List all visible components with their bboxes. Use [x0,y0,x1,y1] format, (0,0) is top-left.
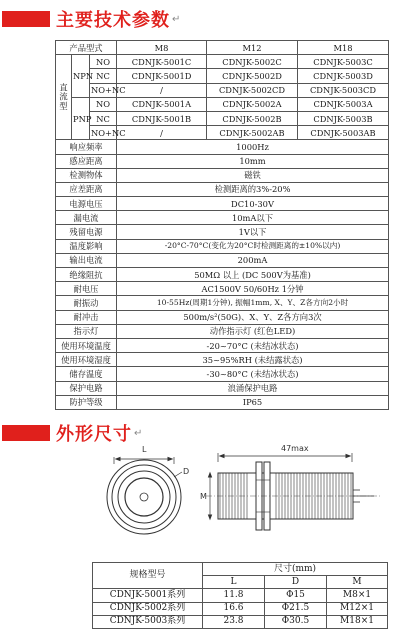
spec-value: 浪涌保护电路 [117,381,389,395]
dim-label-d: D [183,467,190,476]
value-cell: 23.8 [203,615,265,628]
spec-value: 10mm [117,154,389,168]
model-cell: CDNJK-5003系列 [93,615,203,628]
spec-label: 耐冲击 [56,310,117,324]
table-row [56,338,389,352]
value-cell: M18×1 [327,615,388,628]
output-type-cell: NPN [72,55,90,98]
contact-cell: NO [90,55,117,69]
table-row [93,615,388,628]
contact-cell: NO [90,97,117,111]
spec-label: 输出电流 [56,253,117,267]
spec-value: -30~80°C (未结冰状态) [117,367,389,381]
spec-value: 500m/s²(50G)、X、Y、Z各方向3次 [117,310,389,324]
model-cell: CDNJK-5003B [298,111,389,125]
table-row [56,97,389,111]
table-row [56,225,389,239]
spec-label: 绝缘阻抗 [56,268,117,282]
table-row [56,310,389,324]
length-label: 47max [281,444,309,453]
table-row [93,602,388,615]
table-row [56,367,389,381]
table-row [56,239,389,253]
value-cell: M12×1 [327,602,388,615]
model-cell: CDNJK-5003AB [298,126,389,140]
section-title: 主要技术参数 [56,10,170,31]
spec-value: 磁铁 [117,168,389,182]
spec-value: 1000Hz [117,140,389,154]
spec-label: 响应频率 [56,140,117,154]
model-cell: CDNJK-5001A [117,97,207,111]
section-marker-bar [2,425,50,441]
model-cell: / [117,83,207,97]
header-cell: D [265,576,327,589]
spec-value: 50MΩ 以上 (DC 500V为基准) [117,268,389,282]
header-cell: 规格型号 [93,563,203,589]
table-row [56,324,389,338]
model-cell: CDNJK-5003A [298,97,389,111]
table-row [56,211,389,225]
spec-value: 10-55Hz(周期1分钟), 振幅1mm, X、Y、Z各方向2小时 [117,296,389,310]
table-header-row [56,41,389,55]
spec-label: 储存温度 [56,367,117,381]
header-cell: 尺寸(mm) [203,563,388,576]
model-cell: CDNJK-5002A [207,97,298,111]
table-row [56,154,389,168]
spec-value: -20~70°C (未结冰状态) [117,338,389,352]
table-row [56,395,389,409]
spec-value: DC10-30V [117,197,389,211]
spec-label: 使用环境温度 [56,338,117,352]
table-row [56,353,389,367]
value-cell: M8×1 [327,589,388,602]
model-cell: CDNJK-5002系列 [93,602,203,615]
model-cell: CDNJK-5002CD [207,83,298,97]
spec-label: 使用环境湿度 [56,353,117,367]
value-cell: 16.6 [203,602,265,615]
header-cell: 产品型式 [56,41,117,55]
front-view [107,457,182,534]
model-cell: CDNJK-5001D [117,69,207,83]
side-view [206,453,380,530]
model-cell: CDNJK-5002D [207,69,298,83]
dimension-table [92,562,388,629]
section-header-specs [0,6,180,32]
table-row [56,282,389,296]
spec-value: 检测距离的3%-20% [117,182,389,196]
contact-cell: NO+NC [90,83,117,97]
table-row [56,55,389,69]
spec-label: 应差距离 [56,182,117,196]
contact-cell: NO+NC [90,126,117,140]
model-cell: CDNJK-5003D [298,69,389,83]
model-cell: CDNJK-5001B [117,111,207,125]
header-cell: M8 [117,41,207,55]
section-marker-bar [2,11,50,27]
spec-label: 检测物体 [56,168,117,182]
model-cell: CDNJK-5002B [207,111,298,125]
value-cell: Φ21.5 [265,602,327,615]
spec-value: 1V以下 [117,225,389,239]
spec-value: 动作指示灯 (红色LED) [117,324,389,338]
spec-label: 漏电流 [56,211,117,225]
group-label-cell: 直流型 [56,55,72,140]
value-cell: Φ15 [265,589,327,602]
model-cell: CDNJK-5003CD [298,83,389,97]
model-cell: / [117,126,207,140]
model-cell: CDNJK-5001系列 [93,589,203,602]
spec-table [55,40,389,410]
table-row [56,253,389,267]
table-row [56,140,389,154]
output-type-cell: PNP [72,97,90,140]
spec-value: 200mA [117,253,389,267]
return-mark: ↵ [134,427,143,439]
header-cell: M18 [298,41,389,55]
section-title: 外形尺寸 [56,424,132,445]
table-row [56,126,389,140]
spec-label: 电源电压 [56,197,117,211]
spec-value: AC1500V 50/60Hz 1分钟 [117,282,389,296]
contact-cell: NC [90,111,117,125]
spec-label: 感应距离 [56,154,117,168]
table-header-row [93,563,388,576]
spec-value: 35~95%RH (未结露状态) [117,353,389,367]
table-row [56,381,389,395]
spec-label: 耐振动 [56,296,117,310]
dim-label-l: L [142,445,147,454]
header-cell: M [327,576,388,589]
header-cell: M12 [207,41,298,55]
spec-value: IP65 [117,395,389,409]
table-row [56,296,389,310]
spec-label: 温度影响 [56,239,117,253]
table-row [56,111,389,125]
table-row [56,197,389,211]
spec-value: -20°C-70°C(变化为20°C时检测距离的±10%以内) [117,239,389,253]
table-row [56,83,389,97]
table-row [93,589,388,602]
table-row [56,268,389,282]
spec-label: 耐电压 [56,282,117,296]
spec-label: 残留电源 [56,225,117,239]
table-row [56,168,389,182]
value-cell: 11.8 [203,589,265,602]
spec-label: 防护等级 [56,395,117,409]
header-cell: L [203,576,265,589]
return-mark: ↵ [172,13,181,25]
spec-label: 指示灯 [56,324,117,338]
table-row [56,69,389,83]
model-cell: CDNJK-5002C [207,55,298,69]
contact-cell: NC [90,69,117,83]
model-cell: CDNJK-5002AB [207,126,298,140]
spec-label: 保护电路 [56,381,117,395]
value-cell: Φ30.5 [265,615,327,628]
spec-value: 10mA以下 [117,211,389,225]
model-cell: CDNJK-5003C [298,55,389,69]
model-cell: CDNJK-5001C [117,55,207,69]
outline-drawing [0,440,413,558]
table-row [56,182,389,196]
dim-label-m: M [200,492,207,501]
